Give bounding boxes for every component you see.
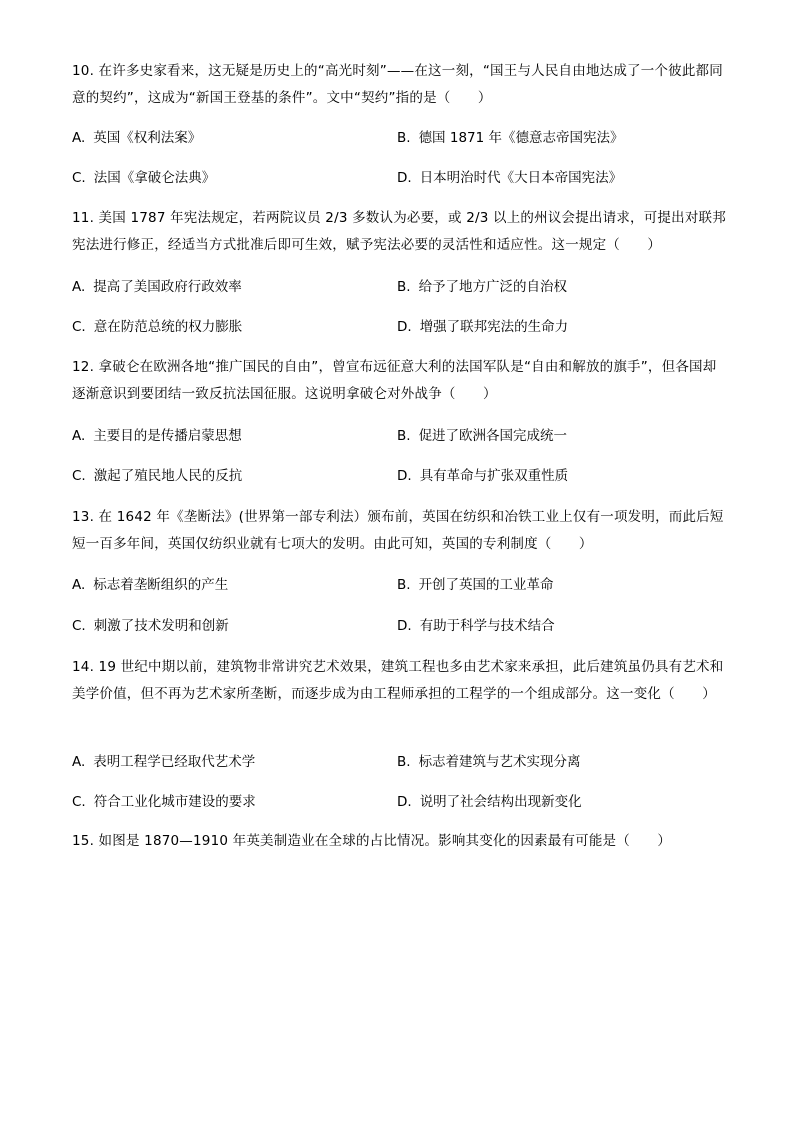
option-text: 提高了美国政府行政效率 xyxy=(93,279,242,295)
question-11-option-b[interactable] xyxy=(397,277,567,297)
question-11-option-c[interactable] xyxy=(72,317,242,337)
option-letter: B. xyxy=(397,428,411,444)
option-text: 促进了欧洲各国完成统一 xyxy=(418,428,568,444)
option-letter: A. xyxy=(72,279,86,295)
question-13-option-b[interactable] xyxy=(397,575,554,595)
option-text: 有助于科学与技术结合 xyxy=(419,618,555,634)
option-letter: D. xyxy=(397,170,412,186)
question-15-stem: 15. 如图是 1870—1910 年英美制造业在全球的占比情况。影响其变化的因素最有可能是（ ） xyxy=(72,833,672,849)
option-text: 日本明治时代《大日本帝国宪法》 xyxy=(419,170,623,186)
question-10-stem: 10. 在许多史家看来，这无疑是历史上的“高光时刻”——在这一刻，“国王与人民自由地达成了一个彼此都同意的契约”，这成为“新国王登基的条件”。文中“契约”指的是（ ） xyxy=(72,63,723,106)
question-11-option-d[interactable] xyxy=(397,317,568,337)
option-text: 增强了联邦宪法的生命力 xyxy=(419,319,569,335)
option-text: 法国《拿破仑法典》 xyxy=(93,170,216,186)
option-text: 表明工程学已经取代艺术学 xyxy=(93,754,256,770)
question-10-option-b[interactable] xyxy=(397,128,624,148)
option-letter: B. xyxy=(397,130,411,146)
option-letter: B. xyxy=(397,754,411,770)
option-text: 刺激了技术发明和创新 xyxy=(93,618,229,634)
option-text: 标志着建筑与艺术实现分离 xyxy=(418,754,581,770)
question-11-stem: 11. 美国 1787 年宪法规定，若两院议员 2/3 多数认为必要，或 2/3 以上的州议会提出请求，可提出对联邦宪法进行修正，经适当方式批准后即可生效，赋予宪法必要的灵活性和适应性。这一规定（ ） xyxy=(72,210,726,253)
option-letter: A. xyxy=(72,577,86,593)
question-12-option-d[interactable] xyxy=(397,466,568,486)
option-text: 激起了殖民地人民的反抗 xyxy=(93,468,243,484)
question-10-option-c[interactable] xyxy=(72,168,215,188)
option-letter: D. xyxy=(397,468,412,484)
question-13-option-d[interactable] xyxy=(397,616,555,636)
question-13-option-a[interactable] xyxy=(72,575,228,595)
option-letter: B. xyxy=(397,279,411,295)
option-text: 具有革命与扩张双重性质 xyxy=(419,468,569,484)
option-letter: C. xyxy=(72,170,86,186)
question-14-option-c[interactable] xyxy=(72,792,256,812)
question-14-option-d[interactable] xyxy=(397,792,582,812)
question-11-option-a[interactable] xyxy=(72,277,242,297)
option-letter: A. xyxy=(72,754,86,770)
question-13-stem: 13. 在 1642 年《垄断法》(世界第一部专利法）颁布前，英国在纺织和冶铁工业上仅有一项发明，而此后短短一百多年间，英国仅纺织业就有七项大的发明。由此可知，英国的专利制度（ ） xyxy=(72,509,724,552)
option-text: 意在防范总统的权力膨胀 xyxy=(93,319,243,335)
option-letter: C. xyxy=(72,468,86,484)
option-letter: B. xyxy=(397,577,411,593)
question-12-stem: 12. 拿破仑在欧洲各地“推广国民的自由”，曾宣布远征意大利的法国军队是“自由和解放的旗手”，但各国却逐渐意识到要团结一致反抗法国征服。这说明拿破仑对外战争（ ） xyxy=(72,359,717,402)
option-text: 主要目的是传播启蒙思想 xyxy=(93,428,242,444)
option-letter: A. xyxy=(72,130,86,146)
option-text: 给予了地方广泛的自治权 xyxy=(418,279,568,295)
option-letter: A. xyxy=(72,428,86,444)
option-text: 开创了英国的工业革命 xyxy=(418,577,554,593)
option-letter: D. xyxy=(397,618,412,634)
question-12-option-c[interactable] xyxy=(72,466,242,486)
option-letter: D. xyxy=(397,794,412,810)
question-13-option-c[interactable] xyxy=(72,616,229,636)
question-10-option-d[interactable] xyxy=(397,168,622,188)
question-12-option-b[interactable] xyxy=(397,426,567,446)
option-letter: D. xyxy=(397,319,412,335)
option-text: 英国《权利法案》 xyxy=(93,130,202,146)
question-12-option-a[interactable] xyxy=(72,426,242,446)
option-text: 说明了社会结构出现新变化 xyxy=(419,794,582,810)
option-text: 德国 1871 年《德意志帝国宪法》 xyxy=(418,130,624,146)
option-letter: C. xyxy=(72,319,86,335)
question-14-option-a[interactable] xyxy=(72,752,255,772)
option-text: 符合工业化城市建设的要求 xyxy=(93,794,256,810)
question-14-option-b[interactable] xyxy=(397,752,581,772)
option-text: 标志着垄断组织的产生 xyxy=(93,577,229,593)
question-10-option-a[interactable] xyxy=(72,128,201,148)
option-letter: C. xyxy=(72,618,86,634)
option-letter: C. xyxy=(72,794,86,810)
question-14-stem: 14. 19 世纪中期以前，建筑物非常讲究艺术效果，建筑工程也多由艺术家来承担，此后建筑虽仍具有艺术和美学价值，但不再为艺术家所垄断，而逐步成为由工程师承担的工程学的一个组成部分。这一变化（ ） xyxy=(72,659,724,702)
